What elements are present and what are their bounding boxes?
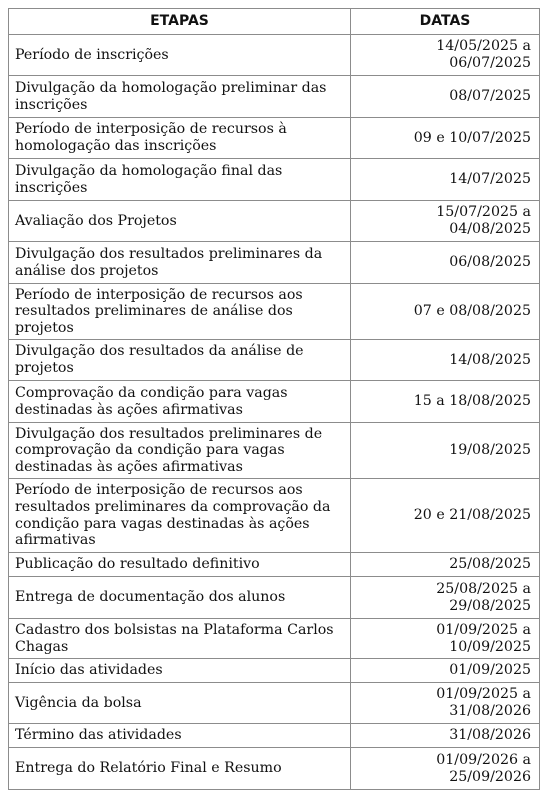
etapa-text: projetos: [15, 319, 74, 336]
etapa-text: Divulgação dos resultados da análise de: [15, 343, 304, 360]
schedule-table: [8, 8, 540, 790]
etapa-cell: [9, 619, 351, 659]
etapa-text: Chagas: [15, 638, 69, 655]
etapa-text: Período de interposição de recursos aos: [15, 482, 303, 499]
etapa-cell: [9, 201, 351, 242]
data-text: 14/08/2025: [449, 351, 531, 368]
etapa-cell: [9, 724, 351, 748]
etapa-text: Cadastro dos bolsistas na Plataforma Carlos: [15, 621, 334, 638]
data-cell: [351, 553, 540, 577]
data-text: 14/07/2025: [449, 171, 531, 188]
etapa-text: análise dos projetos: [15, 262, 159, 279]
etapa-text: projetos: [15, 360, 74, 376]
data-cell: [351, 619, 540, 659]
data-text: 01/09/2026 a: [436, 751, 531, 768]
data-cell: [351, 340, 540, 381]
data-text: 01/09/2025: [449, 662, 531, 679]
data-cell: [351, 159, 540, 201]
etapa-text: condição para vagas destinadas às ações: [15, 515, 310, 532]
header-datas: DATAS: [351, 9, 540, 35]
data-cell: [351, 423, 540, 479]
header-etapas: ETAPAS: [9, 9, 351, 35]
table-row: [9, 159, 540, 201]
data-text: 09 e 10/07/2025: [413, 129, 531, 146]
etapa-cell: [9, 381, 351, 423]
data-cell: [351, 118, 540, 159]
table-body: [9, 35, 540, 790]
table-row: [9, 659, 540, 683]
table-row: [9, 683, 540, 724]
data-cell: [351, 479, 540, 553]
etapa-cell: [9, 35, 351, 76]
data-text: 06/07/2025: [449, 55, 531, 71]
etapa-cell: [9, 479, 351, 553]
data-text: 29/08/2025: [449, 597, 531, 614]
table-row: [9, 381, 540, 423]
data-text: 07 e 08/08/2025: [413, 303, 531, 320]
etapa-text: destinadas às ações afirmativas: [15, 458, 243, 475]
etapa-text: Divulgação da homologação preliminar das: [15, 79, 327, 96]
etapa-text: resultados preliminares da comprovação da: [15, 498, 331, 515]
etapa-cell: [9, 340, 351, 381]
data-cell: [351, 577, 540, 619]
data-text: 15 a 18/08/2025: [413, 393, 531, 410]
etapa-text: Divulgação da homologação final das: [15, 162, 283, 179]
etapa-cell: [9, 553, 351, 577]
etapa-text: Publicação do resultado definitivo: [15, 556, 260, 573]
etapa-cell: [9, 76, 351, 118]
etapa-text: inscrições: [15, 96, 88, 113]
table-row: [9, 35, 540, 76]
etapa-cell: [9, 659, 351, 683]
etapa-text: Entrega do Relatório Final e Resumo: [15, 760, 282, 777]
data-text: 20 e 21/08/2025: [413, 507, 531, 524]
etapa-text: Início das atividades: [15, 662, 163, 679]
etapa-text: Vigência da bolsa: [15, 694, 142, 711]
etapa-text: Período de interposição de recursos à: [15, 121, 287, 138]
table-row: [9, 479, 540, 553]
etapa-cell: [9, 577, 351, 619]
data-text: 25/09/2026: [449, 768, 531, 785]
data-text: 01/09/2025 a: [436, 621, 531, 638]
data-text: 15/07/2025 a: [436, 204, 531, 221]
table-row: [9, 340, 540, 381]
table-row: [9, 748, 540, 790]
data-cell: [351, 201, 540, 242]
etapa-text: Comprovação da condição para vagas: [15, 384, 288, 401]
etapa-text: homologação das inscrições: [15, 138, 217, 154]
data-cell: [351, 35, 540, 76]
data-cell: [351, 284, 540, 340]
table-row: [9, 118, 540, 159]
data-cell: [351, 76, 540, 118]
data-text: 01/09/2025 a: [436, 686, 531, 703]
etapa-text: resultados preliminares de análise dos: [15, 303, 293, 320]
etapa-text: Divulgação dos resultados preliminares de: [15, 425, 323, 442]
table-header-row: [9, 9, 540, 35]
data-cell: [351, 724, 540, 748]
etapa-text: Término das atividades: [15, 727, 182, 744]
table-row: [9, 724, 540, 748]
data-text: 08/07/2025: [449, 88, 531, 105]
data-cell: [351, 748, 540, 790]
schedule-table-container: [8, 8, 539, 790]
data-cell: [351, 381, 540, 423]
table-row: [9, 76, 540, 118]
table-row: [9, 284, 540, 340]
data-text: 06/08/2025: [449, 254, 531, 271]
etapa-cell: [9, 748, 351, 790]
etapa-cell: [9, 683, 351, 724]
etapa-cell: [9, 242, 351, 284]
etapa-text: destinadas às ações afirmativas: [15, 401, 243, 418]
data-text: 31/08/2026: [449, 703, 531, 719]
data-text: 10/09/2025: [449, 638, 531, 655]
table-row: [9, 553, 540, 577]
data-cell: [351, 683, 540, 724]
etapa-text: Avaliação dos Projetos: [15, 212, 177, 229]
table-row: [9, 242, 540, 284]
table-row: [9, 423, 540, 479]
data-text: 31/08/2026: [449, 727, 531, 744]
etapa-cell: [9, 423, 351, 479]
etapa-text: afirmativas: [15, 532, 96, 549]
etapa-text: Período de interposição de recursos aos: [15, 286, 303, 303]
data-text: 14/05/2025 a: [436, 38, 531, 55]
table-row: [9, 619, 540, 659]
etapa-cell: [9, 118, 351, 159]
data-cell: [351, 659, 540, 683]
etapa-text: comprovação da condição para vagas: [15, 442, 285, 459]
data-cell: [351, 242, 540, 284]
data-text: 04/08/2025: [449, 221, 531, 237]
data-text: 25/08/2025 a: [436, 580, 531, 597]
table-row: [9, 577, 540, 619]
etapa-cell: [9, 284, 351, 340]
data-text: 25/08/2025: [449, 556, 531, 573]
etapa-text: inscrições: [15, 179, 88, 196]
etapa-text: Divulgação dos resultados preliminares da: [15, 245, 323, 262]
etapa-text: Entrega de documentação dos alunos: [15, 589, 286, 606]
etapa-text: Período de inscrições: [15, 46, 169, 63]
data-text: 19/08/2025: [449, 442, 531, 459]
table-row: [9, 201, 540, 242]
etapa-cell: [9, 159, 351, 201]
